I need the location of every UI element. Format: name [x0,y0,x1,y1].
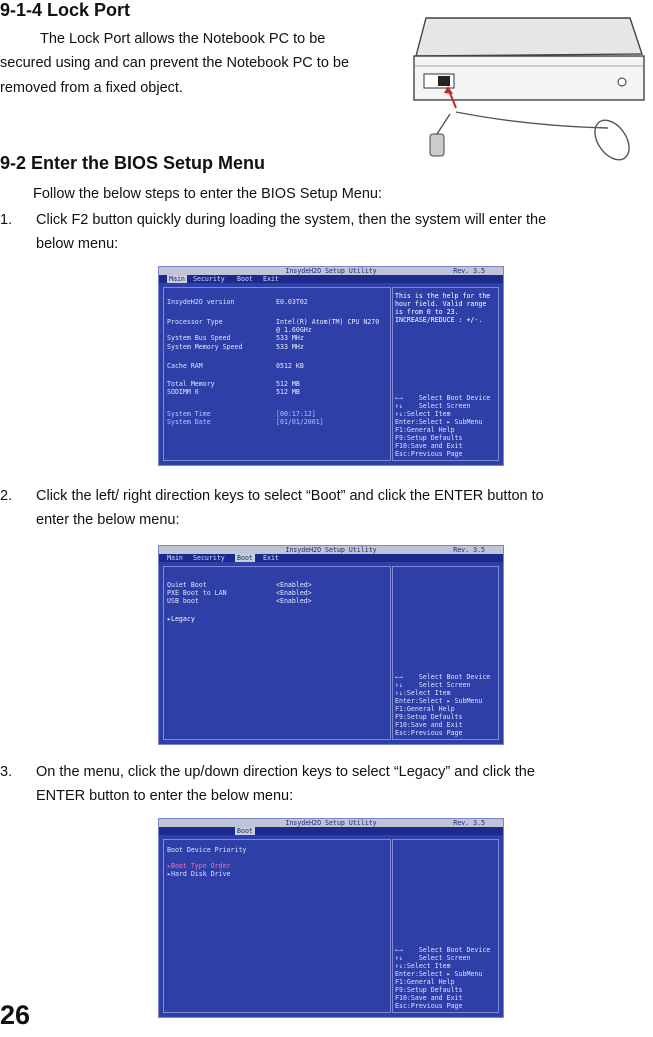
bios-tab-bar [159,275,503,283]
help-key: F1:General Help [395,978,455,986]
row-label[interactable]: System Time [167,410,211,418]
help-key: F10:Save and Exit [395,442,463,450]
help-key: Enter:Select ▸ SubMenu [395,970,483,978]
step-text-line: Click the left/ right direction keys to select “Boot” and click the ENTER button to [36,488,544,504]
row-value[interactable]: <Enabled> [276,581,312,589]
help-key: Enter:Select ▸ SubMenu [395,697,483,705]
bios-main-panel [163,566,391,740]
tab-main[interactable]: Main [167,554,183,562]
row-value: E0.03T02 [276,298,308,306]
bios-screen-main [158,266,504,466]
row-value: 0512 KB [276,362,304,370]
page-number: 26 [0,1000,31,1030]
step-2 [0,484,640,532]
row-value: Intel(R) Atom(TM) CPU N270 [276,318,380,326]
help-key: F9:Setup Defaults [395,986,463,994]
row-label[interactable]: System Date [167,418,211,426]
row-label: InsydeH2O version [167,298,235,306]
help-key: Esc:Previous Page [395,729,463,737]
row-value: 512 MB [276,380,300,388]
bios-tab-bar [159,554,503,562]
system-time-field[interactable]: [00:17:12] [276,410,316,418]
boot-device-priority-heading: Boot Device Priority [167,846,247,854]
bios-rev: Rev. 3.5 [453,267,485,275]
bios-main-panel [163,839,391,1013]
row-label: Cache RAM [167,362,203,370]
system-date-field[interactable]: [01/01/2001] [276,418,324,426]
help-key: F1:General Help [395,705,455,713]
row-value[interactable]: <Enabled> [276,589,312,597]
help-key: F10:Save and Exit [395,721,463,729]
help-key: F9:Setup Defaults [395,713,463,721]
row-label[interactable]: PXE Boot to LAN [167,589,227,597]
row-value: 512 MB [276,388,300,396]
section-title-lock-port: 9-1-4 Lock Port [0,0,131,20]
step-text-line: ENTER button to enter the below menu: [36,788,294,804]
row-label[interactable]: Quiet Boot [167,581,207,589]
tab-security[interactable]: Security [193,554,225,562]
tab-exit[interactable]: Exit [263,554,279,562]
step-1 [0,208,640,256]
row-label: SODIMM 0 [167,388,199,396]
bios-title: InsydeH2O Setup Utility [285,819,377,827]
bios-main-panel [163,287,391,461]
row-label: System Memory Speed [167,343,243,351]
row-label[interactable]: USB boot [167,597,199,605]
lock-port-text-line-2: secured using and can prevent the Notebook PC to be [0,55,350,71]
bios-header [159,819,503,827]
bios-screen-legacy [158,818,504,1018]
step-3 [0,760,640,808]
row-value: 533 MHz [276,343,304,351]
step-text-line: enter the below menu: [36,512,180,528]
help-key: ↑↓ Select Screen [395,402,471,410]
help-key: ←→ Select Boot Device [395,673,491,681]
help-key: Esc:Previous Page [395,1002,463,1010]
help-key: F9:Setup Defaults [395,434,463,442]
row-label: Total Memory [167,380,215,388]
bios-tab-bar [159,827,503,835]
row-value[interactable]: <Enabled> [276,597,312,605]
tab-security[interactable]: Security [193,275,225,283]
boot-type-order-item[interactable]: ▸Boot Type Order [167,862,231,870]
help-key: ←→ Select Boot Device [395,394,491,402]
step-text-line: below menu: [36,236,119,252]
help-key: Esc:Previous Page [395,450,463,458]
bios-help-panel [392,287,499,461]
row-value: @ 1.60GHz [276,326,312,334]
lock-port-text-line-1: The Lock Port allows the Notebook PC to be [40,31,326,47]
tab-boot[interactable]: Boot [237,827,253,835]
row-label: Processor Type [167,318,223,326]
bios-help-panel [392,839,499,1013]
bios-intro-text: Follow the below steps to enter the BIOS Setup Menu: [33,186,382,202]
help-text: INCREASE/REDUCE : +/-. [395,316,483,324]
help-text: is from 0 to 23. [395,308,459,316]
section-title-bios: 9-2 Enter the BIOS Setup Menu [0,153,266,173]
help-key: ↑↓:Select Item [395,962,451,970]
tab-main[interactable]: Main [169,275,185,283]
help-key: ↑↓ Select Screen [395,681,471,689]
laptop-lock-illustration [408,16,648,162]
bios-header [159,267,503,275]
row-value: 533 MHz [276,334,304,342]
tab-boot[interactable]: Boot [237,275,253,283]
step-text-line: On the menu, click the up/down direction keys to select “Legacy” and click the [36,764,535,780]
step-number: 2. [0,488,13,504]
bios-title: InsydeH2O Setup Utility [285,546,377,554]
bios-rev: Rev. 3.5 [453,819,485,827]
tab-exit[interactable]: Exit [263,275,279,283]
help-key: ↑↓:Select Item [395,410,451,418]
help-key: ↑↓:Select Item [395,689,451,697]
help-key: ↑↓ Select Screen [395,954,471,962]
legacy-submenu[interactable]: ▸Legacy [167,615,195,623]
bios-screen-boot [158,545,504,745]
help-key: F1:General Help [395,426,455,434]
help-text: hour field. Valid range [395,300,487,308]
help-key: ←→ Select Boot Device [395,946,491,954]
step-number: 1. [0,212,13,228]
bios-header [159,546,503,554]
help-text: This is the help for the [395,292,491,300]
help-key: Enter:Select ▸ SubMenu [395,418,483,426]
hard-disk-drive-item[interactable]: ▸Hard Disk Drive [167,870,231,878]
tab-boot[interactable]: Boot [237,554,253,562]
bios-rev: Rev. 3.5 [453,546,485,554]
lock-port-text-line-3: removed from a fixed object. [0,80,183,96]
row-label: System Bus Speed [167,334,231,342]
step-text-line: Click F2 button quickly during loading the system, then the system will enter the [36,212,547,228]
help-key: F10:Save and Exit [395,994,463,1002]
bios-title: InsydeH2O Setup Utility [285,267,377,275]
step-number: 3. [0,764,13,780]
bios-help-panel [392,566,499,740]
